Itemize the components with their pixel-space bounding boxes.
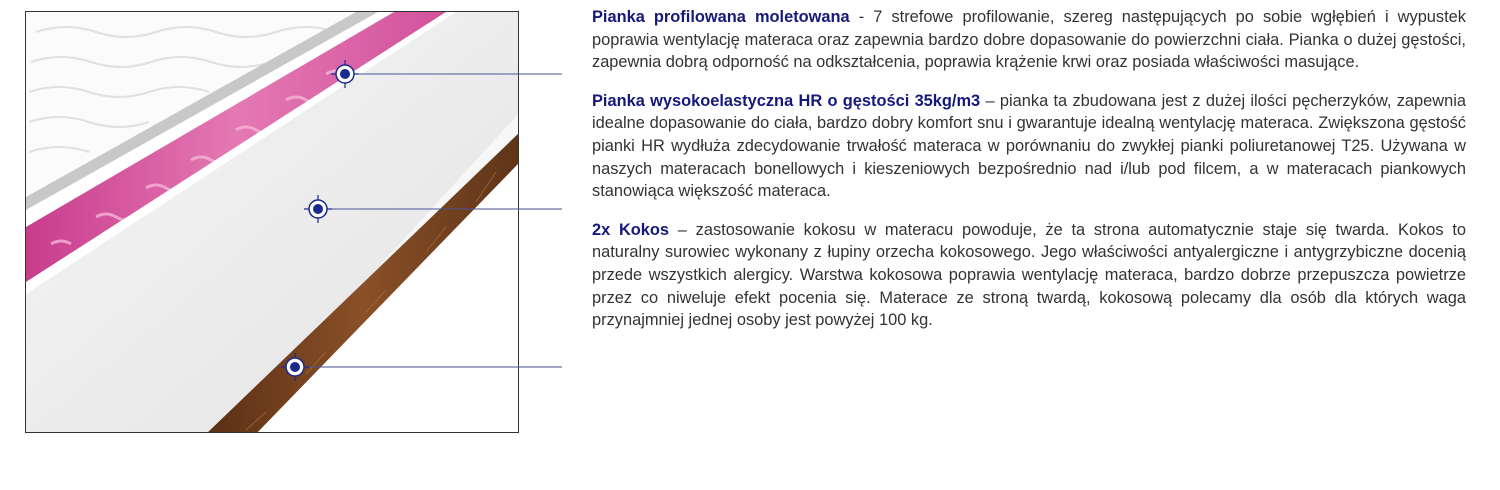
mattress-layers-drawing [26,12,519,433]
layer-description-profiled-foam [592,6,1466,74]
layer-text: pianka ta zbudowana jest z dużej ilości pęcherzyków, zapewnia idealne dopasowanie do ciała, bardzo dobry komfort snu i gwarantuje idealną wentylację materaca. Zwiększona gęstość pianki HR wydłuża zdecydowanie trwałość materaca w porównaniu do zwykłej pianki poliuretanowej T25. Używana w naszych materacach bonellowych i kieszeniowych bezpośrednio nad i/lub pod filcem, a w materacach piankowych stanowiąca większość materaca. [592,91,1466,201]
layer-separator: – [669,220,696,239]
layer-description-coconut [592,219,1466,332]
layer-name: Pianka profilowana moletowana [592,8,850,26]
layer-name: Pianka wysokoelastyczna HR o gęstości 35kg/m3 [592,91,981,110]
layer-text: 7 strefowe profilowanie, szereg następujących po sobie wgłębień i wypustek poprawia wentylację materaca oraz zapewnia bardzo dobre dopasowanie do powierzchni ciała. Pianka o dużej gęstości, zapewnia dobrą odporność na odkształcenia, poprawia krążenie krwi oraz posiada właściwości masujące. [592,8,1466,72]
layer-name: 2x Kokos [592,220,670,239]
layer-description-hr-foam [592,90,1466,203]
layer-descriptions [592,6,1466,348]
mattress-cross-section-image [25,11,519,433]
layer-text: zastosowanie kokosu w materacu powoduje, że ta strona automatycznie staje się twarda. Kokos to naturalny surowiec wykonany z łupiny orzecha kokosowego. Jego właściwości antyalergiczne i antygrzybiczne docenią przede wszystkich alergicy. Warstwa kokosowa poprawia wentylację materaca, bardzo dobrze przepuszcza powietrze przez co niweluje efekt pocenia się. Materace ze stroną twardą, kokosową polecamy dla osób dla których waga przynajmniej jednej osoby jest powyżej 100 kg. [592,220,1466,330]
layer-separator: - [849,8,874,26]
layer-separator: – [980,91,1000,110]
